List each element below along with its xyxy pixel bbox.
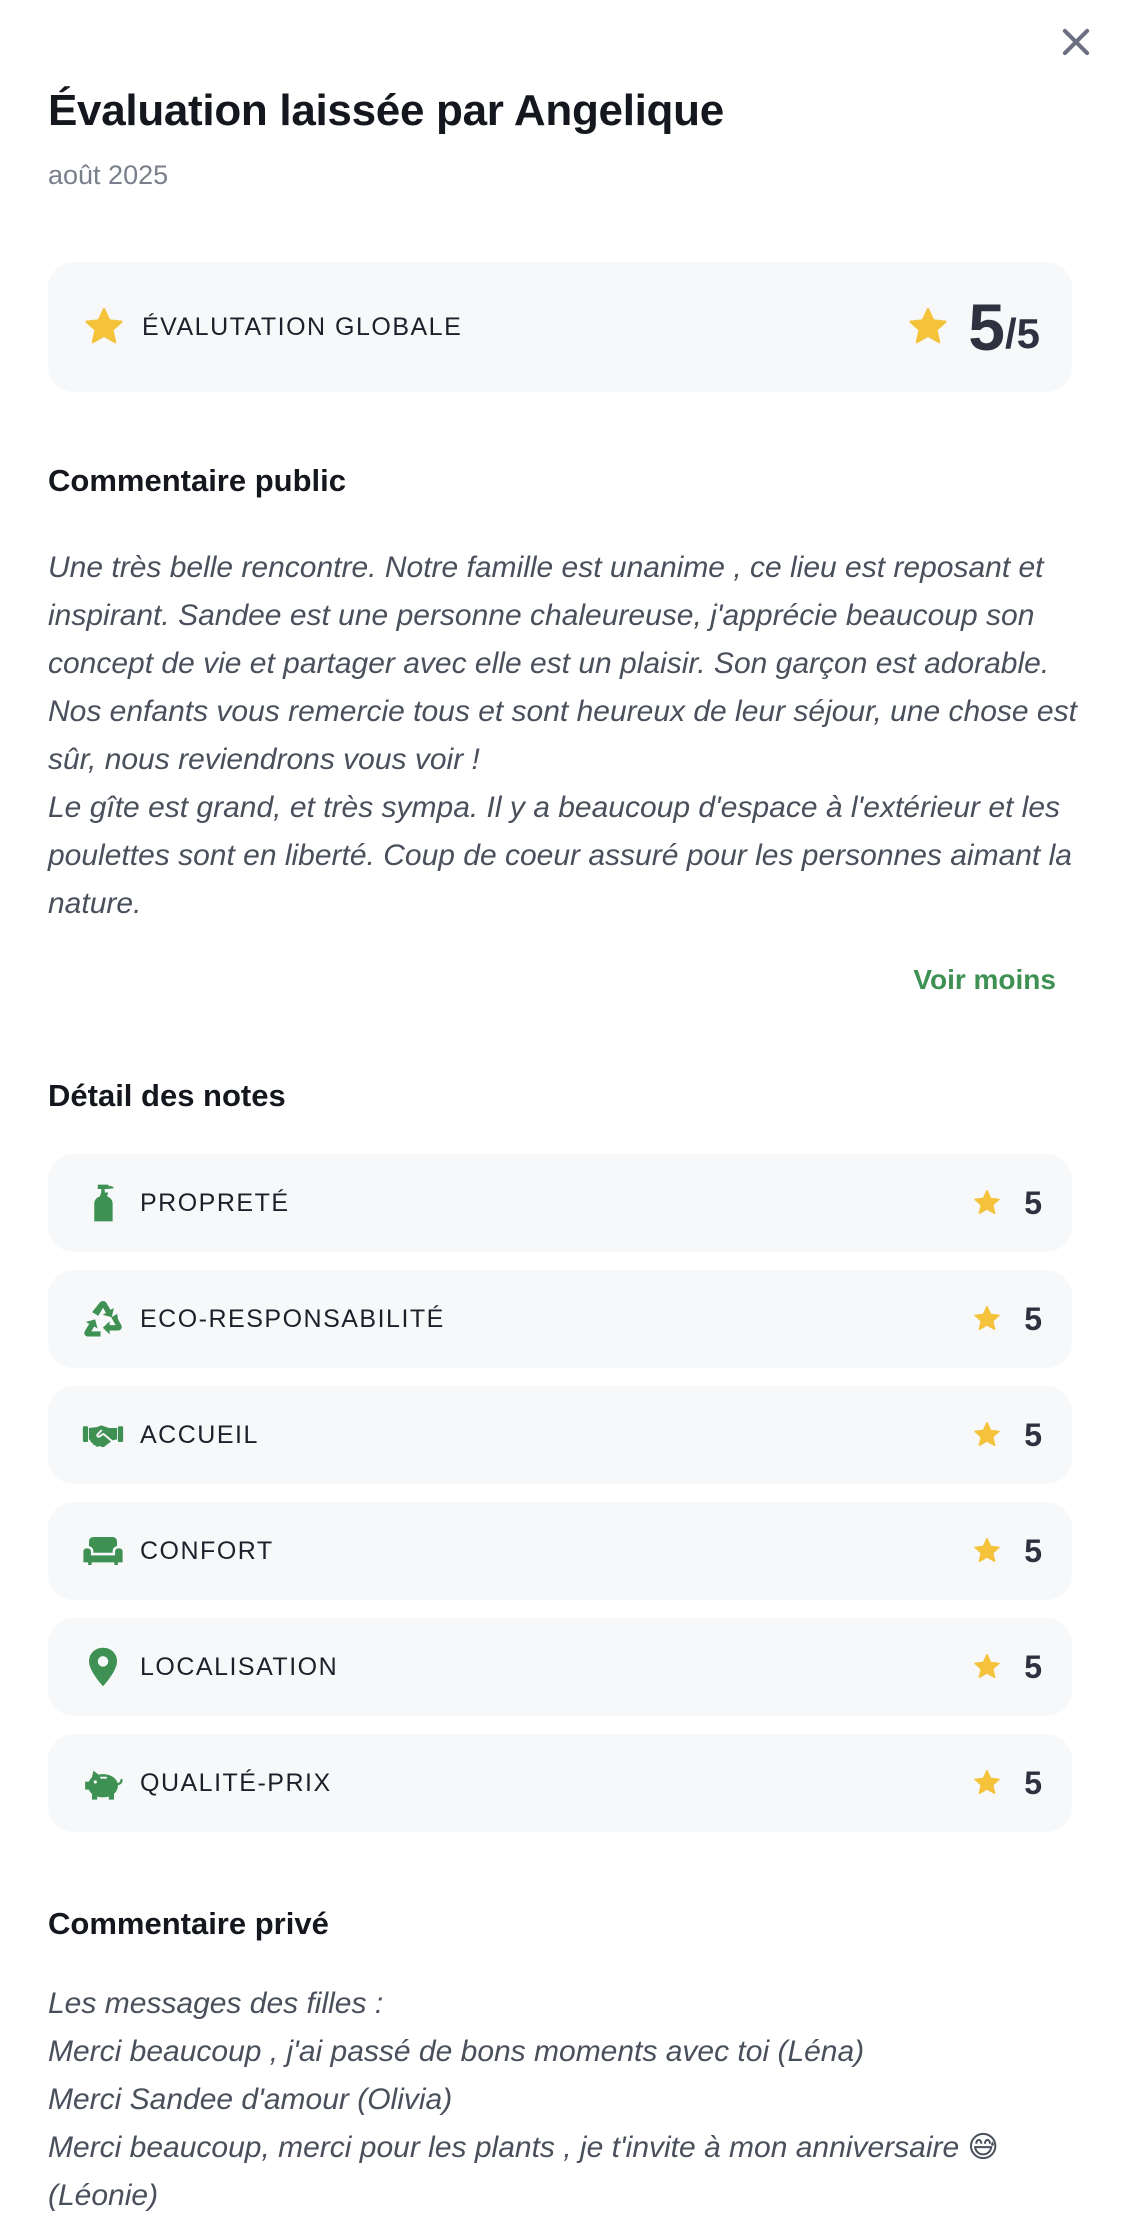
star-icon: [906, 305, 950, 349]
handshake-icon: [82, 1414, 124, 1456]
recycle-icon: [82, 1298, 124, 1340]
private-comment-heading: Commentaire privé: [48, 1906, 329, 1941]
star-icon: [82, 305, 126, 349]
rating-label: ACCUEIL: [140, 1420, 259, 1449]
see-less-link[interactable]: Voir moins: [913, 964, 1056, 995]
star-icon: [972, 1652, 1002, 1682]
spray-bottle-icon: [82, 1182, 124, 1224]
rating-row-qualite-prix: [48, 1734, 1072, 1832]
rating-label: PROPRETÉ: [140, 1188, 290, 1217]
rating-row-eco-responsabilite: [48, 1270, 1072, 1368]
public-comment-text: Une très belle rencontre. Notre famille est unanime , ce lieu est reposant et inspirant. Sandee est une personne chaleureuse, j'apprécie beaucoup son concept de vie et partager avec elle est un plaisir. Son garçon est adorable. Nos enfants vous remercie tous et sont heureux de leur séjour, une chose est sûr, nous reviendrons vous voir ! Le gîte est grand, et très sympa. Il y a beaucoup d'espace à l'extérieur et les poulettes sont en liberté. Coup de coeur assuré pour les personnes aimant la nature.: [48, 551, 1077, 920]
rating-row-localisation: [48, 1618, 1072, 1716]
rating-details-heading: Détail des notes: [48, 1078, 286, 1113]
couch-icon: [82, 1530, 124, 1572]
piggy-bank-icon: [82, 1762, 124, 1804]
rating-score: 5: [1024, 1764, 1042, 1801]
rating-score: 5: [1024, 1300, 1042, 1337]
review-date: août 2025: [48, 160, 169, 190]
rating-label: LOCALISATION: [140, 1652, 339, 1681]
global-score-max: /5: [1004, 310, 1040, 357]
private-comment-text: Les messages des filles : Merci beaucoup , j'ai passé de bons moments avec toi (Léna) Merci Sandee d'amour (Olivia) Merci beaucoup, merci pour les plants , je t'invite à mon anniversaire 😅 (Léonie): [48, 1987, 999, 2212]
star-icon: [972, 1304, 1002, 1334]
rating-row-confort: [48, 1502, 1072, 1600]
rating-score: 5: [1024, 1648, 1042, 1685]
global-rating-label: ÉVALUTATION GLOBALE: [142, 312, 463, 341]
global-score-value: 5: [968, 290, 1005, 364]
close-icon[interactable]: [1057, 23, 1095, 61]
rating-score: 5: [1024, 1184, 1042, 1221]
rating-row-accueil: [48, 1386, 1072, 1484]
global-rating-card: [48, 262, 1072, 392]
rating-label: QUALITÉ-PRIX: [140, 1768, 332, 1797]
rating-score: 5: [1024, 1416, 1042, 1453]
star-icon: [972, 1420, 1002, 1450]
location-pin-icon: [82, 1646, 124, 1688]
rating-row-proprete: [48, 1154, 1072, 1252]
rating-score: 5: [1024, 1532, 1042, 1569]
rating-label: ECO-RESPONSABILITÉ: [140, 1304, 445, 1333]
public-comment-heading: Commentaire public: [48, 463, 346, 498]
page-title: Évaluation laissée par Angelique: [48, 86, 724, 135]
close-button[interactable]: [1050, 16, 1102, 68]
star-icon: [972, 1768, 1002, 1798]
rating-label: CONFORT: [140, 1536, 274, 1565]
star-icon: [972, 1536, 1002, 1566]
star-icon: [972, 1188, 1002, 1218]
